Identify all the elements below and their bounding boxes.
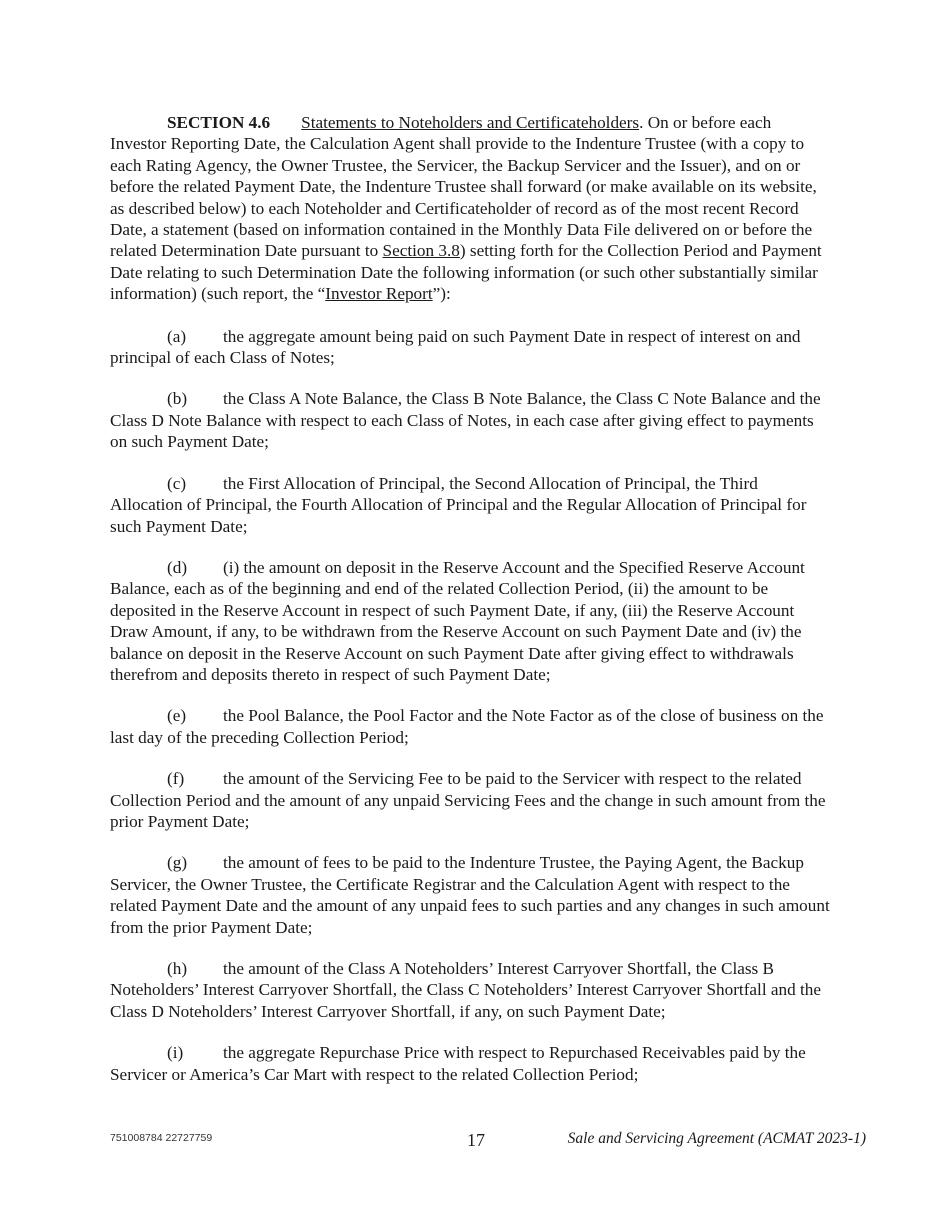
list-item-label: (c) [167,473,187,493]
list-item-label: (e) [167,706,187,726]
list-item [110,958,830,1022]
list-item-text: the aggregate amount being paid on such Payment Date in respect of interest on and principal of each Class of Notes; [110,326,801,368]
list-item-label: (d) [167,557,188,577]
list-item [110,1042,830,1085]
list-item-label: (g) [167,853,188,873]
document-body [110,112,830,1105]
list-item-label: (h) [167,959,188,978]
list-item-label: (a) [167,326,187,346]
page-footer [110,1130,870,1154]
document-title: Sale and Servicing Agreement (ACMAT 2023-1) [567,1130,866,1147]
list-item [110,852,830,938]
defined-term: Investor Report [325,284,433,304]
section-body-part-a: . On or before each Investor Reporting Date, the Calculation Agent shall provide to the Indenture Trustee (with a copy to each Rating Agency, the Owner Trustee, the Servicer, the Backup Servicer and the Issuer), and on or before the related Payment Date, the Indenture Trustee shall forward (or make available on its website, as described below) to each Noteholder and Certificateholder of record as of the most recent Record Date, a statement (based on information contained in the Monthly Data File delivered on or before the related Determination Date pursuant to [110,113,817,261]
list-item [110,388,830,452]
section-body-part-c: ”): [432,284,451,304]
section-title: Statements to Noteholders and Certificateholders [301,113,640,132]
list-item [110,557,830,685]
list-item-label: (b) [167,389,188,409]
list-item [110,473,830,537]
list-item-text: the amount of fees to be paid to the Indenture Trustee, the Paying Agent, the Backup Servicer, the Owner Trustee, the Certificate Registrar and the Calculation Agent with respect to the related Payment Date and the amount of any unpaid fees to such parties and any changes in such amount from the prior Payment Date; [110,853,830,937]
list-item-label: (i) [167,1043,184,1063]
list-item-text: the Class A Note Balance, the Class B Note Balance, the Class C Note Balance and the Class D Note Balance with respect to each Class of Notes, in each case after giving effect to payments on such Payment Date; [110,389,821,452]
section-intro-paragraph [110,112,830,305]
list-item [110,705,830,748]
document-id: 751008784 22727759 [110,1132,213,1144]
section-heading: SECTION 4.6 [167,113,271,132]
section-body-part-b: ) setting forth for the Collection Period and Payment Date relating to such Determination Date the following information (or such other substantially similar information) (such report, the “ [110,241,822,304]
list-item-text: (i) the amount on deposit in the Reserve Account and the Specified Reserve Account Balance, each as of the beginning and end of the related Collection Period, (ii) the amount to be deposited in the Reserve Account in respect of such Payment Date, if any, (iii) the Reserve Account Draw Amount, if any, to be withdrawn from the Reserve Account on such Payment Date and (iv) the balance on deposit in the Reserve Account on such Payment Date after giving effect to withdrawals therefrom and deposits thereto in respect of such Payment Date; [110,557,805,684]
list-item-label: (f) [167,769,185,789]
list-item-text: the Pool Balance, the Pool Factor and the Note Factor as of the close of business on the last day of the preceding Collection Period; [110,706,824,747]
page-number: 17 [467,1130,485,1150]
list-item-text: the amount of the Class A Noteholders’ Interest Carryover Shortfall, the Class B Noteholders’ Interest Carryover Shortfall, the Class C Noteholders’ Interest Carryover Shortfall and the Class D Noteholders’ Interest Carryover Shortfall, if any, on such Payment Date; [110,959,822,1021]
list-item-text: the aggregate Repurchase Price with respect to Repurchased Receivables paid by the Servicer or America’s Car Mart with respect to the related Collection Period; [110,1043,806,1084]
list-item [110,768,830,832]
list-item-text: the amount of the Servicing Fee to be paid to the Servicer with respect to the related Collection Period and the amount of any unpaid Servicing Fees and the change in such amount from the prior Payment Date; [110,769,826,831]
list-item-text: the First Allocation of Principal, the Second Allocation of Principal, the Third Allocation of Principal, the Fourth Allocation of Principal and the Regular Allocation of Principal for such Payment Date; [110,473,807,536]
section-cross-reference: Section 3.8 [382,241,460,261]
list-item [110,326,830,369]
